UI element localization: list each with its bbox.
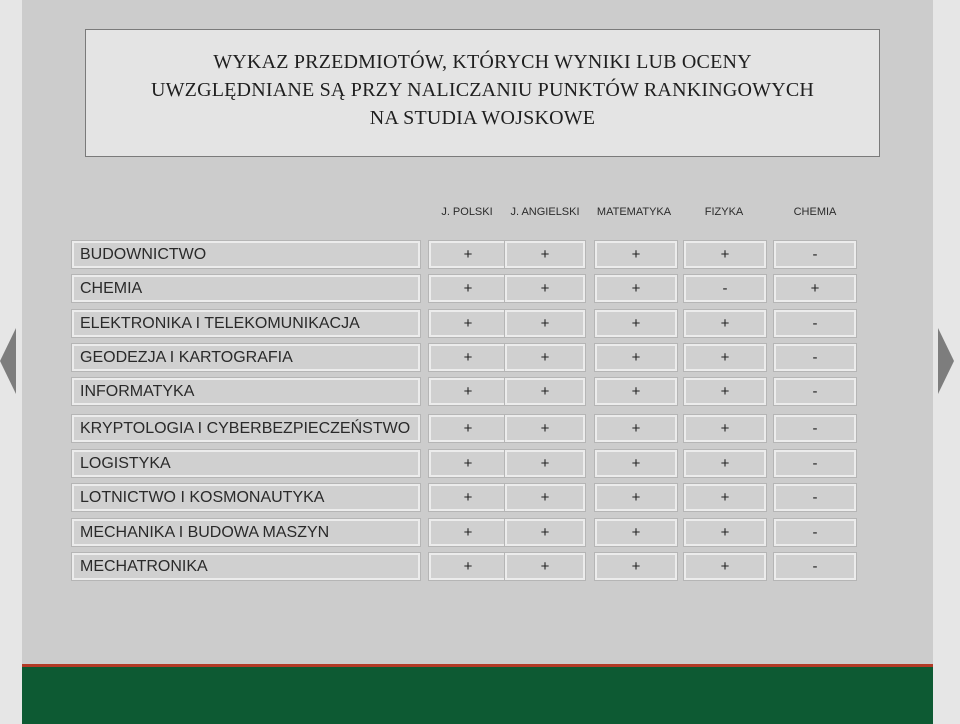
- row-value-cell: +: [505, 484, 585, 511]
- column-header: J. POLSKI: [441, 206, 493, 218]
- row-value-cell: +: [505, 553, 585, 580]
- previous-arrow-icon[interactable]: [0, 328, 16, 394]
- row-subject-name: ELEKTRONIKA I TELEKOMUNIKACJA: [72, 310, 420, 337]
- row-value-cell: -: [684, 275, 766, 302]
- row-subject-name: BUDOWNICTWO: [72, 241, 420, 268]
- row-value-cell: -: [774, 553, 856, 580]
- row-value-cell: +: [595, 519, 677, 546]
- row-subject-name: LOGISTYKA: [72, 450, 420, 477]
- row-value-cell: +: [595, 415, 677, 442]
- row-value-cell: +: [595, 275, 677, 302]
- row-value-cell: +: [505, 275, 585, 302]
- row-value-cell: +: [429, 553, 507, 580]
- row-value-cell: +: [684, 310, 766, 337]
- row-value-cell: +: [505, 519, 585, 546]
- row-subject-name: KRYPTOLOGIA I CYBERBEZPIECZEŃSTWO: [72, 415, 420, 442]
- column-header: J. ANGIELSKI: [510, 206, 580, 218]
- row-value-cell: +: [505, 310, 585, 337]
- column-header: MATEMATYKA: [596, 206, 672, 218]
- row-subject-name: LOTNICTWO I KOSMONAUTYKA: [72, 484, 420, 511]
- row-value-cell: +: [774, 275, 856, 302]
- row-value-cell: +: [595, 553, 677, 580]
- row-value-cell: +: [429, 484, 507, 511]
- row-value-cell: +: [684, 450, 766, 477]
- row-value-cell: +: [595, 378, 677, 405]
- title-line: WYKAZ PRZEDMIOTÓW, KTÓRYCH WYNIKI LUB OCENY: [213, 51, 752, 73]
- row-value-cell: +: [684, 241, 766, 268]
- row-value-cell: +: [429, 275, 507, 302]
- title-line: NA STUDIA WOJSKOWE: [369, 107, 596, 129]
- row-value-cell: +: [429, 519, 507, 546]
- footer-bar: [22, 667, 933, 724]
- row-value-cell: +: [595, 241, 677, 268]
- row-value-cell: +: [429, 378, 507, 405]
- row-subject-name: CHEMIA: [72, 275, 420, 302]
- row-value-cell: +: [684, 344, 766, 371]
- row-value-cell: +: [684, 519, 766, 546]
- row-value-cell: +: [684, 553, 766, 580]
- row-value-cell: +: [595, 450, 677, 477]
- row-value-cell: +: [595, 310, 677, 337]
- row-value-cell: +: [429, 241, 507, 268]
- row-value-cell: +: [684, 378, 766, 405]
- row-value-cell: +: [429, 450, 507, 477]
- row-value-cell: -: [774, 241, 856, 268]
- row-value-cell: -: [774, 415, 856, 442]
- row-value-cell: +: [505, 241, 585, 268]
- row-value-cell: -: [774, 519, 856, 546]
- row-value-cell: +: [684, 415, 766, 442]
- next-arrow-icon[interactable]: [938, 328, 954, 394]
- row-subject-name: MECHANIKA I BUDOWA MASZYN: [72, 519, 420, 546]
- column-header: CHEMIA: [793, 206, 837, 218]
- title-box: [85, 29, 880, 157]
- row-value-cell: -: [774, 450, 856, 477]
- row-subject-name: INFORMATYKA: [72, 378, 420, 405]
- row-value-cell: -: [774, 310, 856, 337]
- row-value-cell: -: [774, 378, 856, 405]
- row-value-cell: +: [429, 310, 507, 337]
- row-value-cell: +: [595, 344, 677, 371]
- row-value-cell: +: [505, 450, 585, 477]
- row-value-cell: -: [774, 484, 856, 511]
- row-subject-name: GEODEZJA I KARTOGRAFIA: [72, 344, 420, 371]
- row-value-cell: +: [595, 484, 677, 511]
- column-header: FIZYKA: [704, 206, 744, 218]
- row-value-cell: +: [505, 415, 585, 442]
- row-value-cell: +: [429, 415, 507, 442]
- row-value-cell: +: [429, 344, 507, 371]
- row-value-cell: -: [774, 344, 856, 371]
- row-subject-name: MECHATRONIKA: [72, 553, 420, 580]
- row-value-cell: +: [505, 378, 585, 405]
- row-value-cell: +: [684, 484, 766, 511]
- page-content: [22, 0, 933, 724]
- page-title: [151, 48, 814, 132]
- row-value-cell: +: [505, 344, 585, 371]
- title-line: UWZGLĘDNIANE SĄ PRZY NALICZANIU PUNKTÓW RANKINGOWYCH: [150, 79, 815, 101]
